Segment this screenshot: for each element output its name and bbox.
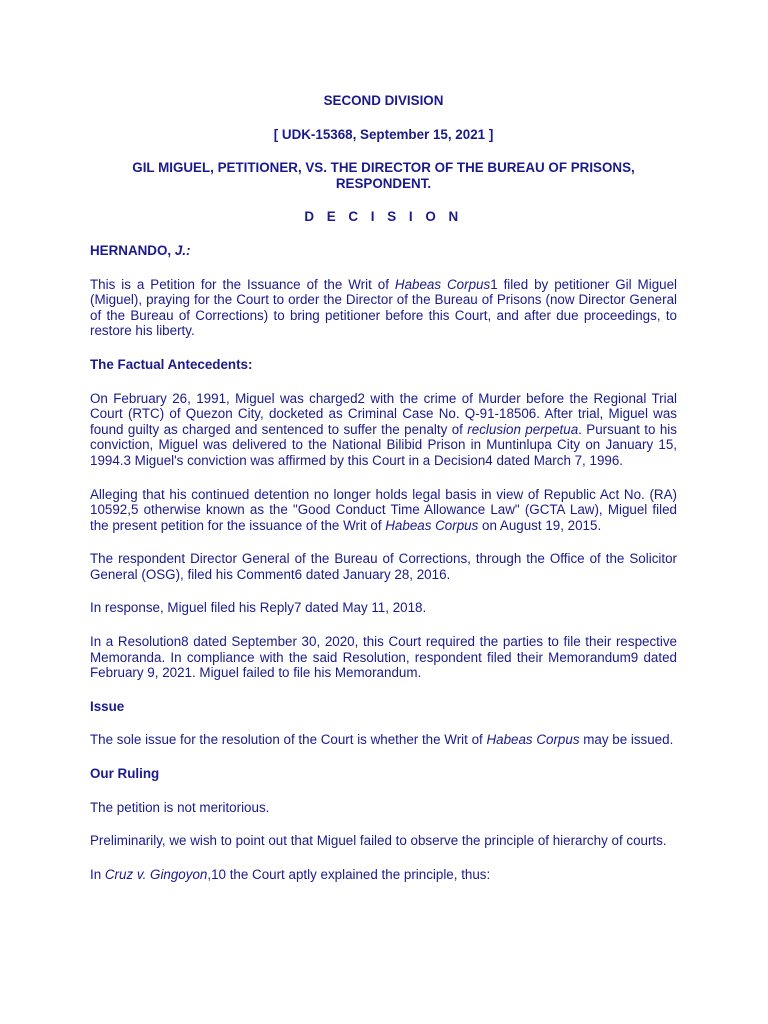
p1-text-italic: reclusion perpetua <box>467 421 579 437</box>
paragraph-comment: The respondent Director General of the Bureau of Corrections, through the Office of the Solicitor General (OSG), filed his Comment6 dated January 28, 2016. <box>90 551 677 582</box>
issue-heading: Issue <box>90 698 125 714</box>
p9-text-a: In <box>90 866 105 882</box>
p9-text-italic: Cruz v. Gingoyon <box>104 866 208 882</box>
paragraph-antecedents-1 <box>90 391 677 469</box>
intro-paragraph <box>90 277 677 339</box>
case-parties: GIL MIGUEL, PETITIONER, VS. THE DIRECTOR OF THE BUREAU OF PRISONS, RESPONDENT. <box>132 160 635 191</box>
case-number: [ UDK-15368, September 15, 2021 ] <box>273 126 494 142</box>
intro-text-italic: Habeas Corpus <box>394 276 491 292</box>
decision-title: D E C I S I O N <box>304 209 463 225</box>
paragraph-antecedents-2 <box>90 487 677 534</box>
intro-text-a: This is a Petition for the Issuance of the Writ of <box>90 276 395 292</box>
p1-text-c: . Pursuant to his conviction, Miguel was delivered to the National Bilibid Prison in Muntinlupa City on January 15, 1994.3 Miguel's conviction was affirmed by this Court in a Decision4 dated March 7, 1996. <box>90 421 677 468</box>
intro-text-c: 1 filed by petitioner Gil Miguel (Miguel), praying for the Court to order the Director of the Bureau of Prisons (now Director General of the Bureau of Corrections) to bring petitioner before this Court, and after due proceedings, to restore his liberty. <box>90 276 678 339</box>
p6-text-a: The sole issue for the resolution of the Court is whether the Writ of <box>90 732 487 748</box>
ruling-heading: Our Ruling <box>90 766 160 782</box>
paragraph-ruling: The petition is not meritorious. <box>90 799 270 815</box>
p1-text-a: On February 26, 1991, Miguel was charged2 with the crime of Murder before the Regional Trial Court (RTC) of Quezon City, docketed as Criminal Case No. Q-91-18506. After trial, Miguel was found guilty as charged and sentenced to suffer the penalty of <box>90 390 677 437</box>
paragraph-hierarchy: Preliminarily, we wish to point out that Miguel failed to observe the principle of hierarchy of courts. <box>90 833 667 849</box>
division-heading: SECOND DIVISION <box>323 93 444 108</box>
ponente-name: HERNANDO, <box>90 242 172 258</box>
antecedents-heading: The Factual Antecedents: <box>90 356 253 372</box>
ponente <box>90 243 677 259</box>
p2-text-a: Alleging that his continued detention no longer holds legal basis in view of Republic Act No. (RA) 10592,5 otherwise known as the "Good Conduct Time Allowance Law" (GCTA Law), Miguel filed the present petition for the issuance of the Writ of <box>90 486 677 533</box>
ponente-suffix: J.: <box>174 242 191 258</box>
paragraph-citation <box>90 867 677 883</box>
p2-text-italic: Habeas Corpus <box>385 517 479 533</box>
p6-text-italic: Habeas Corpus <box>486 732 580 748</box>
paragraph-resolution: In a Resolution8 dated September 30, 2020, this Court required the parties to file their respective Memoranda. In compliance with the said Resolution, respondent filed their Memorandum9 dated February 9, 2021. Miguel failed to file his Memorandum. <box>90 634 677 681</box>
paragraph-reply: In response, Miguel filed his Reply7 dated May 11, 2018. <box>90 600 427 616</box>
p6-text-c: may be issued. <box>579 732 674 748</box>
paragraph-issue <box>90 732 677 748</box>
p9-text-c: ,10 the Court aptly explained the principle, thus: <box>207 866 491 882</box>
p2-text-c: on August 19, 2015. <box>478 517 602 533</box>
